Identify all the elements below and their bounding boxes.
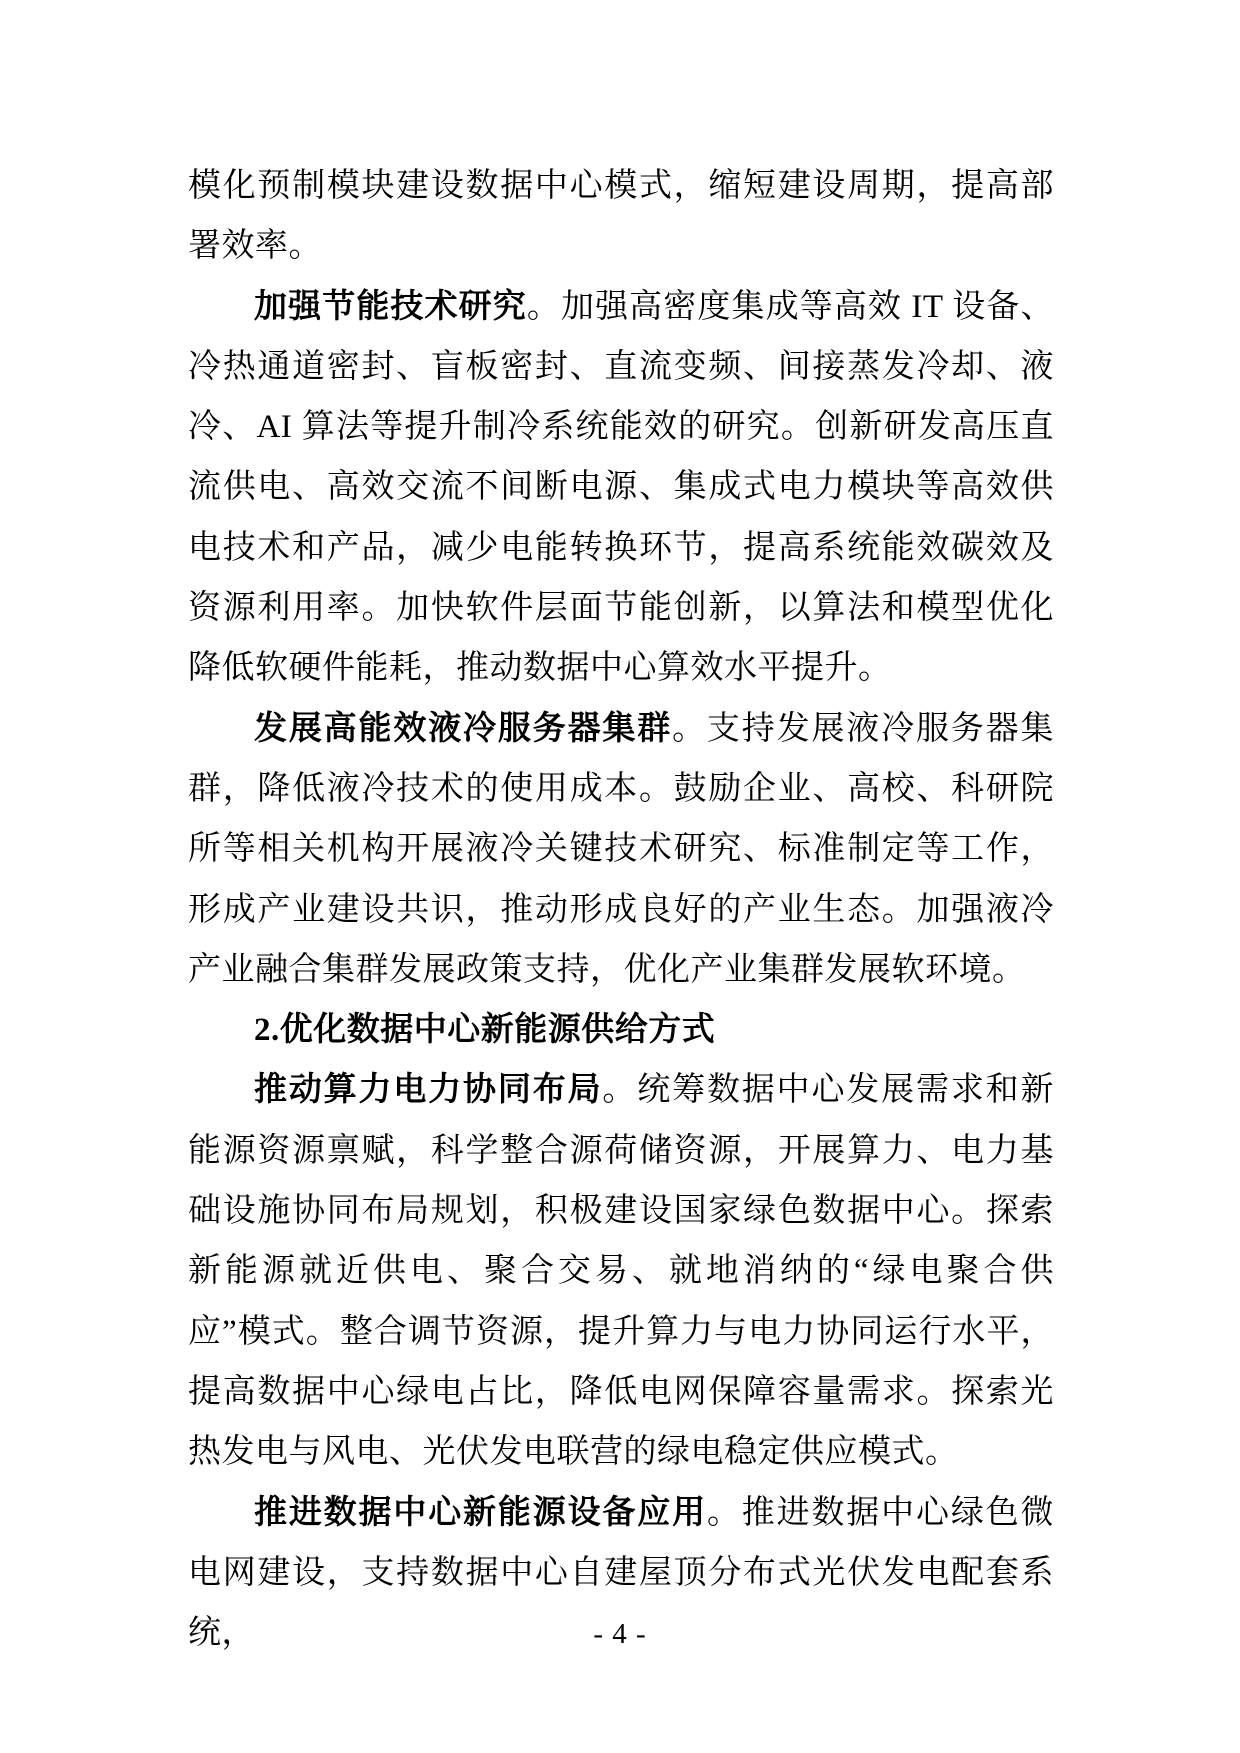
paragraph-continuation: [188, 156, 1054, 277]
page-footer: [0, 1616, 1240, 1652]
paragraph-power-coordination: [188, 1060, 1054, 1482]
paragraph-text: 。推进数据中心绿色微电网建设，支持数据中心自建屋顶分布式光伏发电配套系统，: [188, 1494, 1055, 1652]
page-number: - 4 -: [593, 1618, 647, 1650]
paragraph-text: 。支持发展液冷服务器集群，降低液冷技术的使用成本。鼓励企业、高校、科研院所等相关机构开展液冷关键技术研究、标准制定等工作，形成产业建设共识，推动形成良好的产业生态。加强液冷产业融合集群发展政策支持，优化产业集群发展软环境。: [188, 710, 1055, 988]
section-heading-2: [188, 1000, 1054, 1060]
paragraph-text: 。加强高密度集成等高效 IT 设备、冷热通道密封、盲板密封、直流变频、间接蒸发冷却、液冷、AI 算法等提升制冷系统能效的研究。创新研发高压直流供电、高效交流不间断电源、集成式电力模块等高效供电技术和产品，减少电能转换环节，提高系统能效碳效及资源利用率。加快软件层面节能创新，以算法和模型优化降低软硬件能耗，推动数据中心算效水平提升。: [188, 288, 1054, 687]
paragraph-text: 模化预制模块建设数据中心模式，缩短建设周期，提高部署效率。: [188, 168, 1054, 265]
paragraph-energy-saving-tech: [188, 277, 1054, 699]
paragraph-bold-lead: 推进数据中心新能源设备应用: [254, 1494, 707, 1531]
section-heading-text: 2.优化数据中心新能源供给方式: [254, 1012, 716, 1049]
paragraph-bold-lead: 推动算力电力协同布局: [254, 1072, 603, 1109]
paragraph-liquid-cooling-cluster: [188, 699, 1054, 1000]
paragraph-bold-lead: 发展高能效液冷服务器集群: [254, 710, 673, 747]
paragraph-text: 。统筹数据中心发展需求和新能源资源禀赋，科学整合源荷储资源，开展算力、电力基础设施协同布局规划，积极建设国家绿色数据中心。探索新能源就近供电、聚合交易、就地消纳的“绿电聚合供应”模式。整合调节资源，提升算力与电力协同运行水平，提高数据中心绿电占比，降低电网保障容量需求。探索光热发电与风电、光伏发电联营的绿电稳定供应模式。: [188, 1072, 1055, 1471]
paragraph-bold-lead: 加强节能技术研究: [254, 288, 527, 325]
document-body: [188, 156, 1054, 1663]
